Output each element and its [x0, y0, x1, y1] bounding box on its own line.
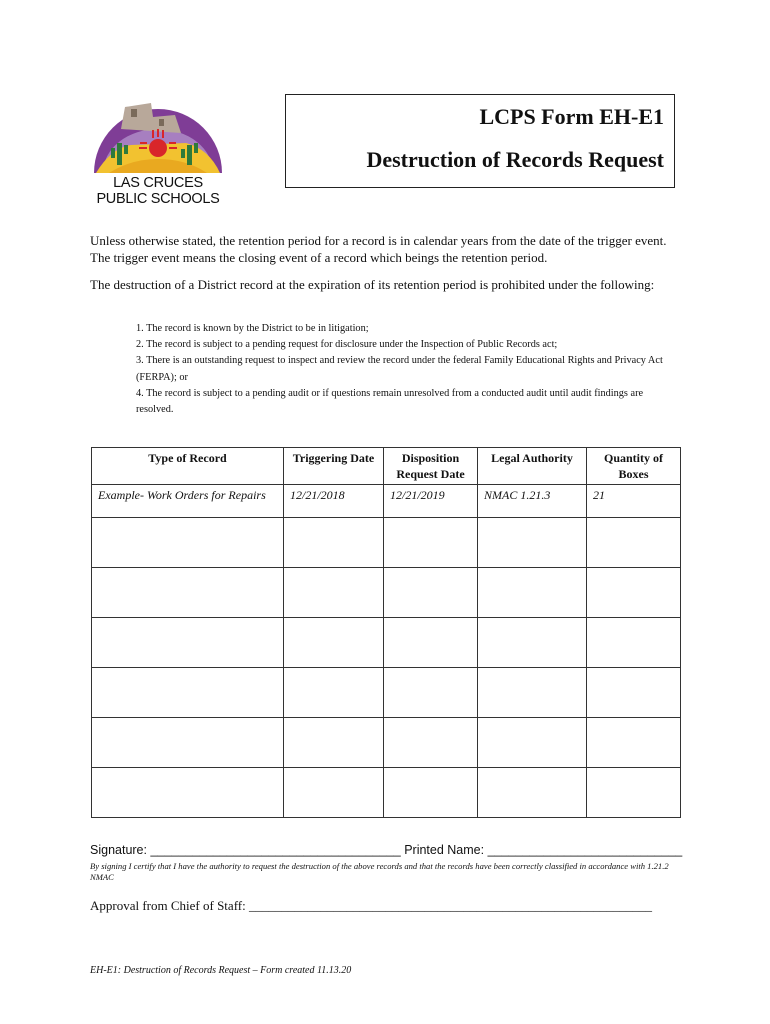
page-footer: EH-E1: Destruction of Records Request – Form created 11.13.20 [90, 965, 352, 976]
disposition-date-input-cell[interactable] [384, 668, 478, 718]
logo-emblem [91, 93, 225, 175]
table-header-row [92, 448, 681, 485]
quantity-input-cell[interactable] [587, 568, 681, 618]
retention-paragraph: Unless otherwise stated, the retention period for a record is in calendar years from the date of the trigger event. The trigger event means the closing event of a record which beings the retention period. [90, 233, 667, 265]
form-title: Destruction of Records Request [366, 147, 664, 172]
condition-item: 4. The record is subject to a pending audit or if questions remain unresolved from a conducted audit until audit findings are resolved. [136, 387, 644, 416]
quantity-input-cell[interactable] [587, 518, 681, 568]
records-table [91, 447, 681, 818]
disposition-date-input-cell[interactable] [384, 518, 478, 568]
disposition-date-input-cell[interactable] [384, 768, 478, 818]
example-disposition-date-cell: 12/21/2019 [384, 485, 478, 518]
condition-item: 3. There is an outstanding request to inspect and review the record under the federal Family Educational Rights and Privacy Act (FERPA); or [136, 355, 663, 383]
signature-line[interactable]: Signature: ____________________________________ Printed Name: ____________________________ [90, 843, 683, 857]
entry-row [92, 718, 681, 768]
entry-row [92, 518, 681, 568]
header-disposition-request-date: Disposition Request Date [384, 448, 478, 485]
entry-row [92, 768, 681, 818]
quantity-input-cell[interactable] [587, 618, 681, 668]
example-quantity-cell: 21 [587, 485, 681, 518]
entry-row [92, 668, 681, 718]
entry-row [92, 618, 681, 668]
signature-disclaimer: By signing I certify that I have the authority to request the destruction of the above records and that the records have been correctly classified in accordance with 1.21.2 NMAC [90, 861, 669, 882]
type-input-cell[interactable] [92, 518, 284, 568]
example-type-cell: Example- Work Orders for Repairs [92, 485, 284, 518]
condition-item: 1. The record is known by the District to be in litigation; [136, 323, 369, 334]
header-legal-authority: Legal Authority [478, 448, 587, 485]
type-input-cell[interactable] [92, 718, 284, 768]
approval-line[interactable]: Approval from Chief of Staff: ______________________________________________________________ [90, 898, 652, 913]
header-type-of-record: Type of Record [92, 448, 284, 485]
entry-row [92, 568, 681, 618]
legal-authority-input-cell[interactable] [478, 768, 587, 818]
trigger-date-input-cell[interactable] [284, 618, 384, 668]
disposition-date-input-cell[interactable] [384, 618, 478, 668]
trigger-date-input-cell[interactable] [284, 768, 384, 818]
legal-authority-input-cell[interactable] [478, 668, 587, 718]
disposition-date-input-cell[interactable] [384, 568, 478, 618]
example-row [92, 485, 681, 518]
example-legal-authority-cell: NMAC 1.21.3 [478, 485, 587, 518]
type-input-cell[interactable] [92, 568, 284, 618]
trigger-date-input-cell[interactable] [284, 668, 384, 718]
legal-authority-input-cell[interactable] [478, 568, 587, 618]
type-input-cell[interactable] [92, 618, 284, 668]
trigger-date-input-cell[interactable] [284, 718, 384, 768]
type-input-cell[interactable] [92, 668, 284, 718]
disposition-date-input-cell[interactable] [384, 718, 478, 768]
legal-authority-input-cell[interactable] [478, 618, 587, 668]
legal-authority-input-cell[interactable] [478, 718, 587, 768]
prohibition-paragraph: The destruction of a District record at the expiration of its retention period is prohibited under the following: [90, 277, 655, 292]
trigger-date-input-cell[interactable] [284, 568, 384, 618]
header-triggering-date: Triggering Date [284, 448, 384, 485]
legal-authority-input-cell[interactable] [478, 518, 587, 568]
lcps-logo [91, 93, 225, 216]
form-number: LCPS Form EH-E1 [479, 104, 664, 129]
logo-text: LAS CRUCES PUBLIC SCHOOLS [96, 175, 220, 207]
conditions-list [136, 321, 676, 418]
condition-item: 2. The record is subject to a pending request for disclosure under the Inspection of Public Records act; [136, 339, 558, 351]
form-title-box [285, 94, 675, 188]
type-input-cell[interactable] [92, 768, 284, 818]
quantity-input-cell[interactable] [587, 718, 681, 768]
trigger-date-input-cell[interactable] [284, 518, 384, 568]
example-trigger-date-cell: 12/21/2018 [284, 485, 384, 518]
quantity-input-cell[interactable] [587, 668, 681, 718]
header-quantity-of-boxes: Quantity of Boxes [587, 448, 681, 485]
quantity-input-cell[interactable] [587, 768, 681, 818]
